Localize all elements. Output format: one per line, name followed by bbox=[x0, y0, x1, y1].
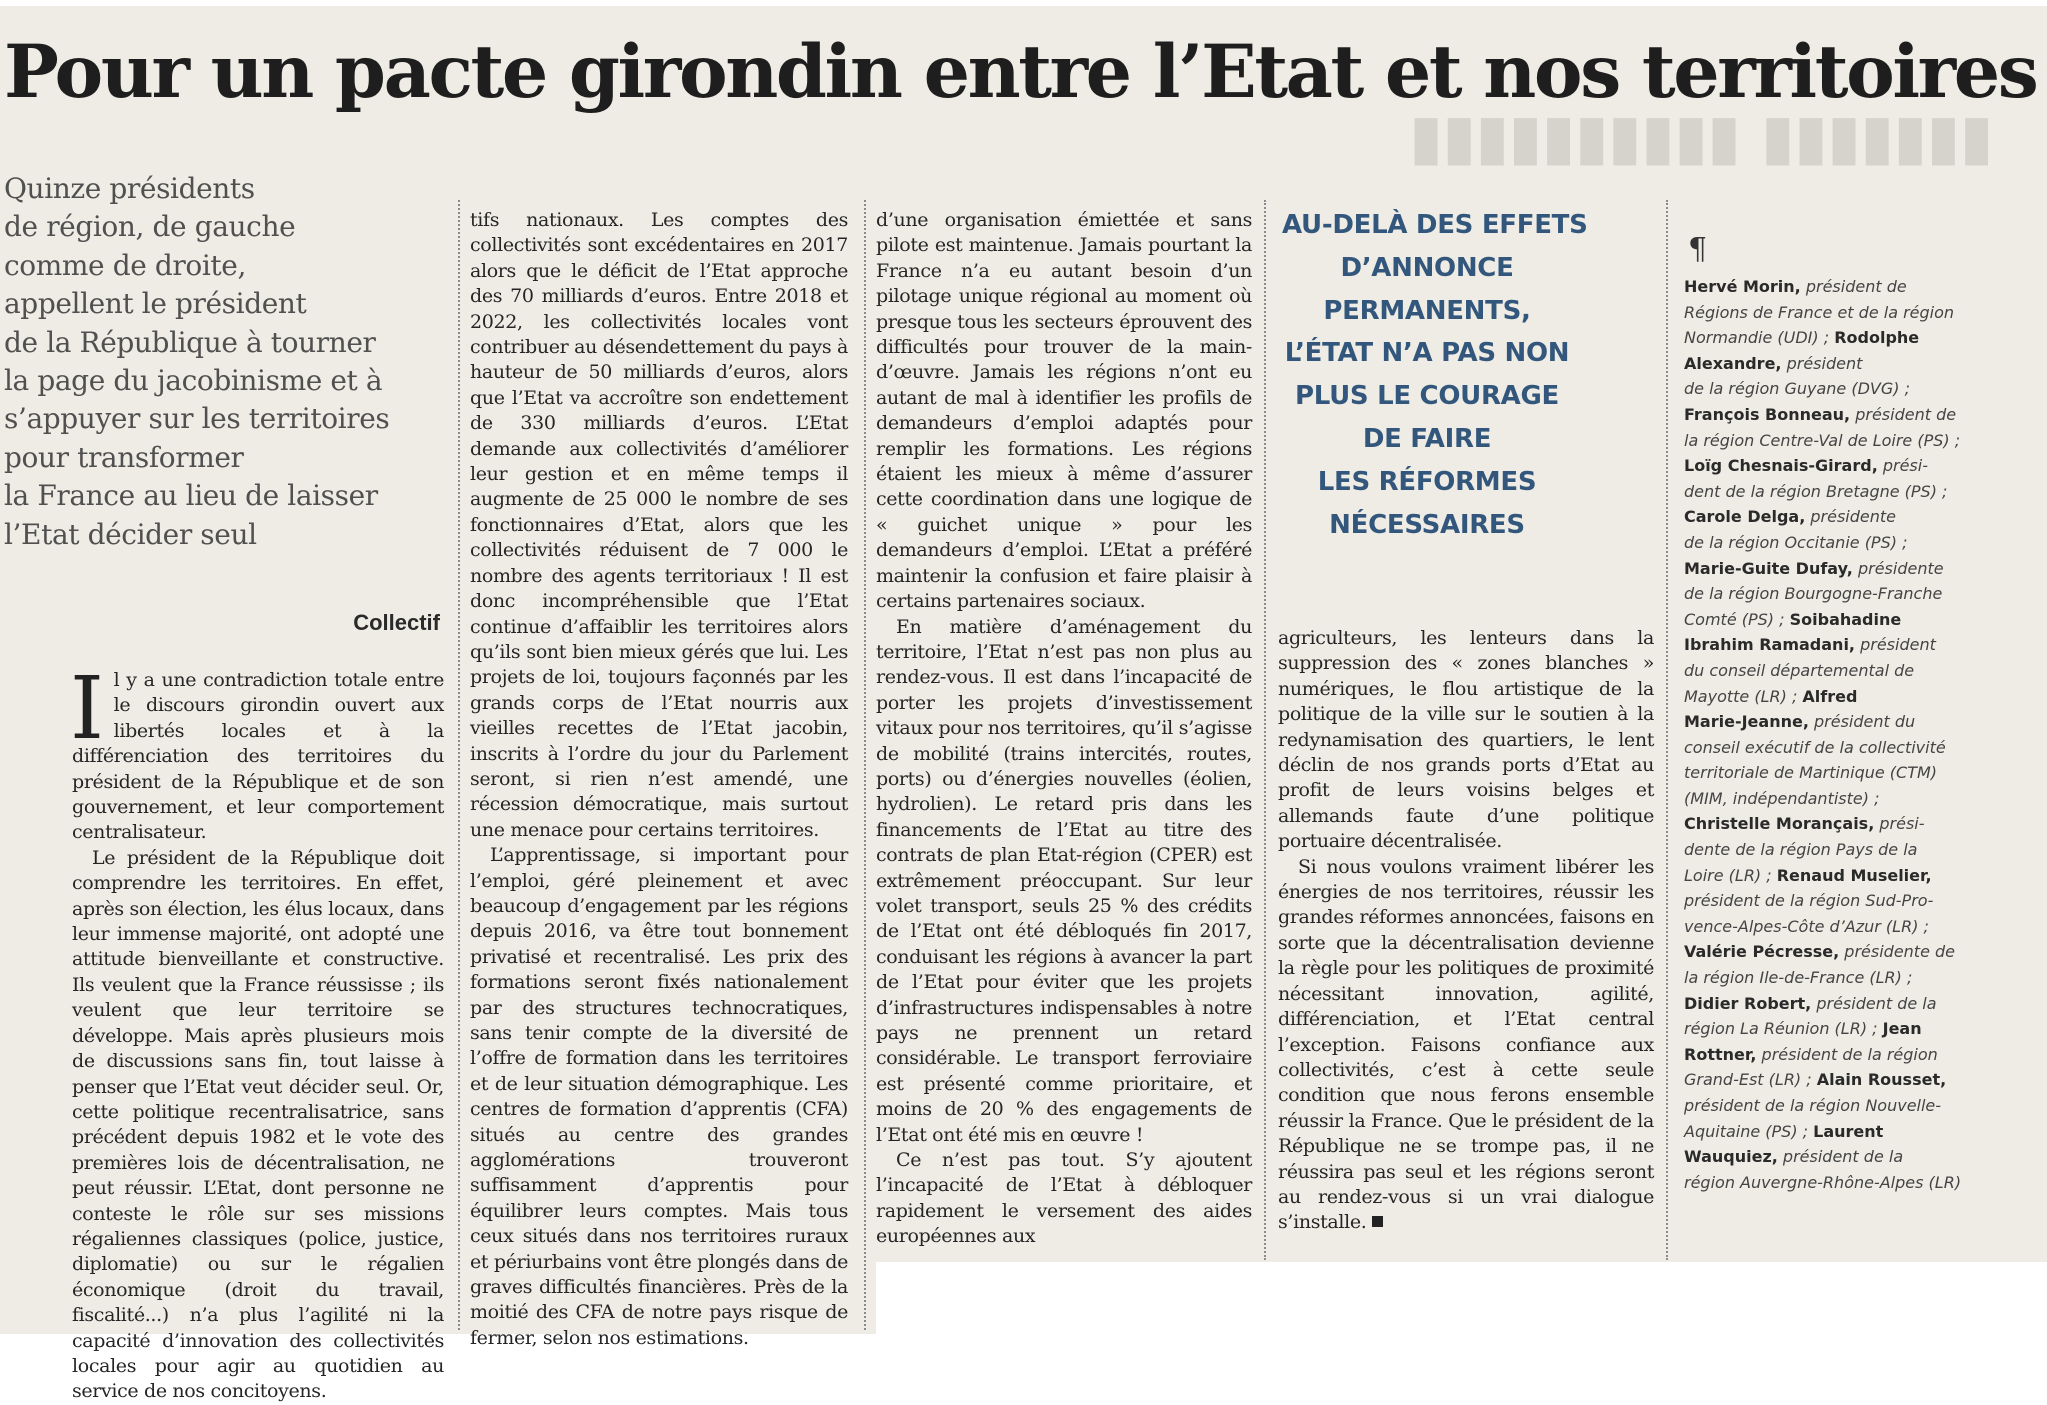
signatory-line bbox=[1684, 479, 1974, 505]
signatory-name: Laurent bbox=[1813, 1121, 1884, 1141]
signatory-line bbox=[1684, 786, 1974, 812]
signatory-title: prési- bbox=[1874, 814, 1925, 834]
signatory-name: Wauquiez, bbox=[1684, 1147, 1778, 1167]
signatory-name: Valérie Pécresse, bbox=[1684, 942, 1840, 962]
signatory-line bbox=[1684, 684, 1974, 710]
signatory-title: président de la bbox=[1777, 1147, 1904, 1167]
standfirst-line: de région, de gauche bbox=[4, 210, 296, 244]
signatory-name: Alfred bbox=[1802, 686, 1858, 706]
signatory-name: Alain Rousset, bbox=[1816, 1070, 1947, 1090]
signatory-line bbox=[1684, 1093, 1974, 1119]
paragraph: l y a une contradiction totale entre le discours girondin ouvert aux libertés locales et à la différenciation des territoires du président de la République et de son gouvernement, et leur comportement centralisateur. bbox=[72, 669, 444, 844]
signatory-line bbox=[1684, 709, 1974, 735]
signatory-line bbox=[1684, 402, 1974, 428]
signatory-name: Rottner, bbox=[1684, 1044, 1757, 1064]
signatory-title: président de la région bbox=[1756, 1044, 1938, 1064]
signatory-name: Marie-Jeanne, bbox=[1684, 712, 1809, 732]
signatory-title: région La Réunion (LR) ; bbox=[1684, 1019, 1883, 1039]
signatory-line bbox=[1684, 428, 1974, 454]
column-rule bbox=[864, 200, 866, 1330]
pull-quote-line: NÉCESSAIRES bbox=[1329, 509, 1525, 540]
signatory-name: Jean bbox=[1882, 1019, 1922, 1039]
signatory-line bbox=[1684, 351, 1974, 377]
pull-quote-line: DE FAIRE bbox=[1362, 423, 1492, 454]
signatory-line bbox=[1684, 581, 1974, 607]
standfirst-line: la France au lieu de laisser bbox=[4, 479, 378, 513]
signatory-title: la région Ile-de-France (LR) ; bbox=[1684, 968, 1913, 988]
signatory-title: président de la région Sud-Pro- bbox=[1684, 891, 1934, 911]
signatory-title: président de bbox=[1800, 277, 1907, 296]
paragraph: d’une organisation émiettée et sans pilote est maintenue. Jamais pourtant la France n’a eu autant besoin d’un pilotage unique régional au moment où presque tous les secteurs éprouvent des difficultés pour trouver de la main-d’œuvre. Jamais les régions n’ont eu autant de mal à identifier les profils de demandeurs d’emploi adaptés pour remplir les formations. Les régions étaient les mieux à même d’assurer cette coordination dans une logique de « guichet unique » pour les demandeurs d’emploi. L’Etat a préféré maintenir la confusion et faire plaisir à certains partenaires sociaux. bbox=[876, 209, 1252, 613]
column-rule bbox=[1264, 200, 1266, 1260]
signatory-title: président du bbox=[1808, 712, 1916, 732]
signatory-title: président bbox=[1855, 635, 1936, 655]
signatory-title: Loire (LR) ; bbox=[1684, 865, 1777, 885]
clipping-top-edge bbox=[0, 0, 2047, 6]
signatory-line bbox=[1684, 325, 1974, 351]
clipping-cut-corner bbox=[876, 1262, 2047, 1334]
article-headline: Pour un pacte girondin entre l’Etat et nos territoires bbox=[4, 29, 2037, 115]
signatory-name: Soibahadine bbox=[1789, 609, 1902, 629]
standfirst-line: la page du jacobinisme et à bbox=[4, 364, 383, 398]
signatory-title: président bbox=[1781, 353, 1863, 373]
pull-quote-line: LES RÉFORMES bbox=[1317, 466, 1537, 497]
signatory-line bbox=[1684, 1144, 1974, 1170]
end-of-article-mark bbox=[1372, 1216, 1383, 1227]
signatory-name: Loïg Chesnais-Girard, bbox=[1684, 456, 1878, 476]
signatory-name: Didier Robert, bbox=[1684, 993, 1812, 1013]
article-column-1 bbox=[70, 659, 444, 1405]
standfirst-line: s’appuyer sur les territoires bbox=[4, 402, 390, 436]
drop-cap: I bbox=[70, 659, 104, 759]
paragraph-text: Si nous voulons vraiment libérer les énergies de nos territoires, réussir les grandes réformes annoncées, faisons en sorte que la décentralisation devienne la règle pour les politiques de proximité nécessitant innovation, agilité, différenciation, et l’Etat central l’exception. Faisons confiance aux collectivités, c’est à cette seule condition que nous ferons ensemble réussir la France. Que le président de la République ne se trompe pas, il ne réussira pas seul et les régions seront au rendez-vous si un vrai dialogue s’installe. bbox=[1278, 855, 1654, 1234]
signatory-line bbox=[1684, 888, 1974, 914]
pull-quote-line: L’ÉTAT N’A PAS NON bbox=[1284, 338, 1570, 369]
standfirst-line: l’Etat décider seul bbox=[4, 517, 257, 551]
signatory-title: Comté (PS) ; bbox=[1684, 609, 1790, 629]
standfirst-line: Quinze présidents bbox=[4, 172, 255, 205]
signatory-name: François Bonneau, bbox=[1684, 404, 1851, 424]
signatory-name: Marie-Guite Dufay, bbox=[1684, 558, 1853, 578]
signatory-title: Grand-Est (LR) ; bbox=[1684, 1070, 1817, 1090]
signatory-title: président de la bbox=[1811, 993, 1937, 1013]
paragraph: L’apprentissage, si important pour l’emploi, géré pleinement et avec beaucoup d’engagement par les régions depuis 2016, va être tout bonnement privatisé et recentralisé. Les prix des formations seront fixés nationalement par des structures technocratiques, sans tenir compte de la diversité de l’offre de formation dans les territoires et de leur situation démographique. Les centres de formation d’apprentis (CFA) situés au centre des grandes agglomérations trouveront suffisamment d’apprentis pour équilibrer leurs comptes. Mais tous ceux situés dans nos territoires ruraux et périurbains vont être plongés dans de graves difficultés financières. Près de la moitié des CFA de notre pays risque de fermer, selon nos estimations. bbox=[470, 844, 848, 1349]
signatory-line bbox=[1684, 556, 1974, 582]
bleed-through-texture: ▮▮▮▮▮▮▮ ▮▮▮▮▮▮▮▮▮▮ bbox=[1410, 100, 1994, 173]
signatory-line bbox=[1684, 914, 1974, 940]
signatory-line bbox=[1684, 1042, 1974, 1068]
signatory-title: Normandie (UDI) ; bbox=[1684, 328, 1835, 348]
signatory-title: du conseil départemental de bbox=[1684, 660, 1915, 680]
standfirst-line: pour transformer bbox=[4, 440, 244, 474]
signatory-line bbox=[1684, 811, 1974, 837]
paragraph: En matière d’aménagement du territoire, l’Etat n’est pas non plus au rendez-vous. Il est dans l’incapacité de porter les projets d’investissement vitaux pour nos territoires, qu’il s’agisse de mobilité (trains intercités, routes, ports) ou d’énergies nouvelles (éolien, hydrolien). Le retard pris dans les financements de l’Etat au titre des contrats de plan Etat-région (CPER) est extrêmement préoccupant. Sur leur volet transport, seuls 25 % des crédits de l’Etat ont été débloqués fin 2017, conduisant les régions à avancer la part de l’Etat pour éviter que les projets d’infrastructures indispensables à notre pays ne prennent un retard considérable. Le transport ferroviaire est présenté comme prioritaire, et moins de 20 % des engagements de l’Etat ont été mis en œuvre ! bbox=[876, 615, 1252, 1146]
signatory-line bbox=[1684, 1119, 1974, 1145]
signatory-line bbox=[1684, 863, 1974, 889]
signatory-line bbox=[1684, 837, 1974, 863]
signatory-name: Carole Delga, bbox=[1684, 507, 1806, 527]
signatory-line bbox=[1684, 1170, 1974, 1196]
signatory-line bbox=[1684, 965, 1974, 991]
signatory-title: région Auvergne-Rhône-Alpes (LR) bbox=[1684, 1172, 1962, 1192]
signatory-line bbox=[1684, 760, 1974, 786]
signatory-line bbox=[1684, 607, 1974, 633]
signatory-line bbox=[1684, 632, 1974, 658]
signatory-line bbox=[1684, 530, 1974, 556]
signatory-title: de la région Bourgogne-Franche bbox=[1684, 584, 1943, 604]
signatory-line bbox=[1684, 1067, 1974, 1093]
signatory-title: (MIM, indépendantiste) ; bbox=[1684, 788, 1880, 808]
paragraph: agriculteurs, les lenteurs dans la suppression des « zones blanches » numériques, le flou artistique de la politique de la ville sur le soutien à la redynamisation des quartiers, le lent déclin de nos grands ports d’Etat au profit de leurs voisins belges et allemands faute d’une politique portuaire décentralisée. bbox=[1278, 627, 1654, 853]
article-column-2 bbox=[470, 208, 848, 1351]
signatory-title: Aquitaine (PS) ; bbox=[1684, 1121, 1814, 1141]
pull-quote-line: PERMANENTS, bbox=[1323, 295, 1531, 326]
signatory-title: Régions de France et de la région bbox=[1684, 302, 1955, 322]
signatory-title: territoriale de Martinique (CTM) bbox=[1684, 763, 1938, 783]
signatory-line bbox=[1684, 453, 1974, 479]
pull-quote-line: AU-DELÀ DES EFFETS bbox=[1282, 210, 1588, 240]
paragraph: Ce n’est pas tout. S’y ajoutent l’incapacité de l’Etat à débloquer rapidement le versement des aides européennes aux bbox=[876, 1149, 1252, 1248]
paragraph: Le président de la République doit comprendre les territoires. En effet, après son élection, les élus locaux, dans leur immense majorité, ont adopté une attitude bienveillante et constructive. Ils veulent que la France réussisse ; ils veulent que leur territoire se développe. Mais après plusieurs mois de discussions sans fin, tout laisse à penser que l’Etat veut décider seul. Or, cette politique recentralisatrice, sans précédent depuis 1982 et le vote des premières lois de décentralisation, ne peut réussir. L’Etat, dont personne ne conteste le rôle sur ses missions régaliennes classiques (police, justice, diplomatie) ou sur le régalien économique (droit du travail, fiscalité...) n’a plus l’agilité ni la capacité d’innovation des collectivités locales pour agir au quotidien au service de nos concitoyens. bbox=[72, 846, 444, 1403]
signatory-line bbox=[1684, 504, 1974, 530]
article-byline: Collectif bbox=[353, 610, 440, 635]
pilcrow-mark: ¶ bbox=[1688, 232, 1708, 267]
signatory-title: dent de la région Bretagne (PS) ; bbox=[1684, 481, 1948, 501]
signatory-name: Christelle Morançais, bbox=[1684, 814, 1875, 834]
signatory-title: président de la région Nouvelle- bbox=[1684, 1096, 1942, 1115]
paragraph bbox=[1278, 855, 1654, 1236]
article-column-4 bbox=[1278, 626, 1654, 1236]
signatory-name: Rodolphe bbox=[1834, 328, 1920, 348]
signatory-title: présidente bbox=[1805, 507, 1896, 527]
pull-quote bbox=[1282, 204, 1588, 546]
signatory-name: Renaud Muselier, bbox=[1776, 865, 1932, 885]
pull-quote-line: PLUS LE COURAGE bbox=[1294, 381, 1559, 412]
signatory-line bbox=[1684, 658, 1974, 684]
standfirst-line: de la République à tourner bbox=[4, 325, 376, 359]
signatory-line bbox=[1684, 939, 1974, 965]
standfirst-line: appellent le président bbox=[4, 287, 307, 321]
signatory-title: présidente de bbox=[1839, 942, 1956, 962]
signatory-title: de la région Occitanie (PS) ; bbox=[1684, 532, 1908, 552]
article-column-3 bbox=[876, 208, 1252, 1250]
signatory-name: Alexandre, bbox=[1684, 353, 1782, 373]
signatory-title: de la région Guyane (DVG) ; bbox=[1684, 379, 1910, 399]
signatory-line bbox=[1684, 1016, 1974, 1042]
pull-quote-line: D’ANNONCE bbox=[1340, 252, 1514, 283]
signatory-line bbox=[1684, 735, 1974, 761]
signatory-title: conseil exécutif de la collectivité bbox=[1684, 737, 1946, 757]
signatory-line bbox=[1684, 991, 1974, 1017]
signatory-title: Mayotte (LR) ; bbox=[1684, 686, 1803, 706]
standfirst-line: comme de droite, bbox=[4, 248, 246, 282]
article-standfirst bbox=[4, 170, 404, 554]
signatories-list bbox=[1684, 274, 1974, 1195]
signatory-title: vence-Alpes-Côte d’Azur (LR) ; bbox=[1684, 916, 1929, 936]
signatory-title: président de bbox=[1850, 404, 1957, 424]
signatory-name: Hervé Morin, bbox=[1684, 277, 1801, 296]
signatory-line bbox=[1684, 300, 1974, 326]
signatory-line bbox=[1684, 376, 1974, 402]
signatory-title: présidente bbox=[1852, 558, 1944, 578]
paragraph: tifs nationaux. Les comptes des collectivités sont excédentaires en 2017 alors que le déficit de l’Etat approche des 70 milliards d’euros. Entre 2018 et 2022, les collectivités locales vont contribuer au désendettement du pays à hauteur de 50 milliards d’euros, alors que l’Etat va accroître son endettement de 330 milliards d’euros. L’Etat demande aux collectivités d’améliorer leur gestion et en même temps il augmente de 25 000 le nombre de ses fonctionnaires d’Etat, alors que les collectivités réduisent de 7 000 le nombre des agents territoriaux ! Il est donc incompréhensible que l’Etat continue d’affaiblir les territoires alors qu’ils sont bien mieux gérés que lui. Les projets de loi, toujours façonnés par les grands corps de l’Etat nourris aux vieilles recettes de l’Etat jacobin, inscrits à l’ordre du jour du Parlement seront, si rien n’est amendé, une récession démocratique, mais surtout une menace pour certains territoires. bbox=[470, 209, 848, 841]
signatory-title: prési- bbox=[1877, 456, 1928, 476]
signatory-line bbox=[1684, 274, 1974, 300]
signatory-title: la région Centre-Val de Loire (PS) ; bbox=[1684, 430, 1961, 450]
column-rule bbox=[458, 200, 460, 1330]
signatory-title: dente de la région Pays de la bbox=[1684, 840, 1918, 860]
signatory-name: Ibrahim Ramadani, bbox=[1684, 635, 1855, 655]
column-rule bbox=[1666, 200, 1668, 1260]
